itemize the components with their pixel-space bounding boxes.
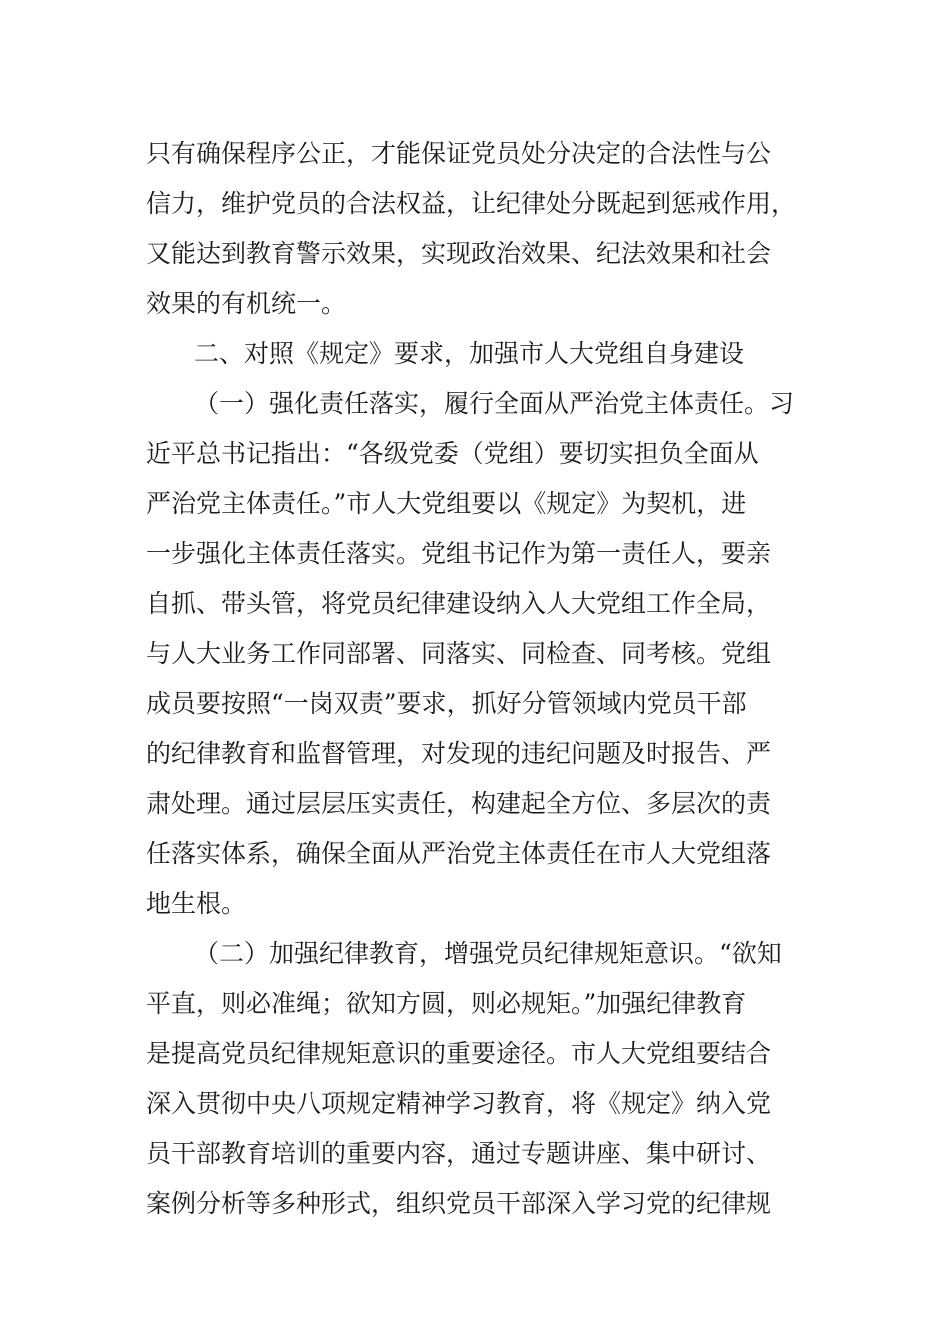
text-line: 深入贯彻中央八项规定精神学习教育，将《规定》纳入党 xyxy=(146,1089,772,1118)
text-line: 案例分析等多种形式，组织党员干部深入学习党的纪律规 xyxy=(146,1189,772,1218)
subsection-heading-line: （一）强化责任落实，履行全面从严治党主体责任。习 xyxy=(194,389,795,418)
text-line: 肃处理。通过层层压实责任，构建起全方位、多层次的责 xyxy=(146,789,772,818)
text-line: 平直，则必准绳；欲知方圆，则必规矩。”加强纪律教育 xyxy=(146,989,747,1018)
subsection-heading-line: （二）加强纪律教育，增强党员纪律规矩意识。“欲知 xyxy=(194,939,782,968)
text-line: 又能达到教育警示效果，实现政治效果、纪法效果和社会 xyxy=(146,239,772,268)
text-line: 自抓、带头管，将党员纪律建设纳入人大党组工作全局， xyxy=(146,589,772,618)
text-line: 员干部教育培训的重要内容，通过专题讲座、集中研讨、 xyxy=(146,1139,772,1168)
text-line: 与人大业务工作同部署、同落实、同检查、同考核。党组 xyxy=(146,639,772,668)
text-line: 是提高党员纪律规矩意识的重要途径。市人大党组要结合 xyxy=(146,1039,772,1068)
document-body xyxy=(146,129,806,1229)
text-line: 成员要按照“一岗双责”要求，抓好分管领域内党员干部 xyxy=(146,689,747,718)
section-heading: 二、对照《规定》要求，加强市人大党组自身建设 xyxy=(194,339,745,368)
text-line: 任落实体系，确保全面从严治党主体责任在市人大党组落 xyxy=(146,839,772,868)
text-line: 效果的有机统一。 xyxy=(146,289,347,318)
text-line: 只有确保程序公正，才能保证党员处分决定的合法性与公 xyxy=(146,139,772,168)
text-line: 地生根。 xyxy=(146,889,247,918)
text-line: 近平总书记指出：“各级党委（党组）要切实担负全面从 xyxy=(146,439,759,468)
text-line: 信力，维护党员的合法权益，让纪律处分既起到惩戒作用， xyxy=(146,189,797,218)
text-line: 一步强化主体责任落实。党组书记作为第一责任人，要亲 xyxy=(146,539,772,568)
text-line: 的纪律教育和监督管理，对发现的违纪问题及时报告、严 xyxy=(146,739,772,768)
text-line: 严治党主体责任。”市人大党组要以《规定》为契机，进 xyxy=(146,489,747,518)
